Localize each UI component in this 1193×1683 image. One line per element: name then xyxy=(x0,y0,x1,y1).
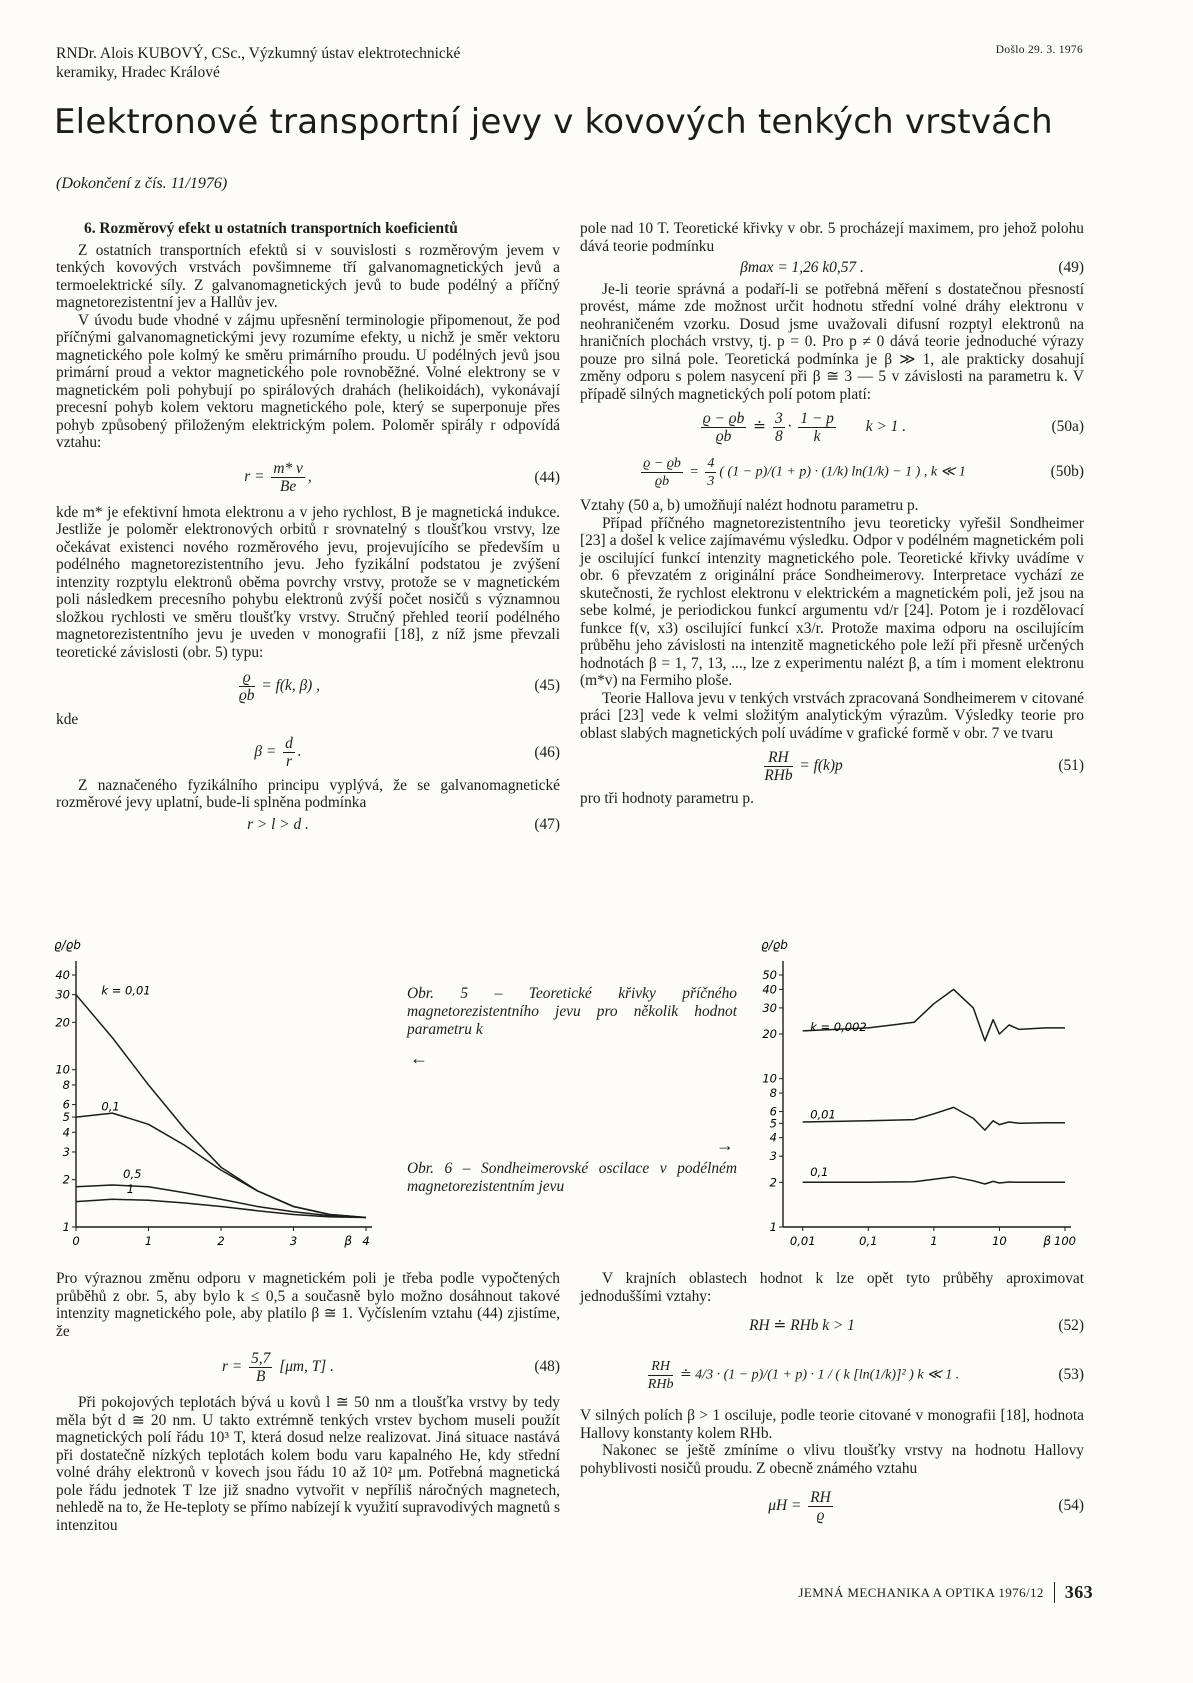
y-tick-label: 2 xyxy=(62,1172,70,1187)
paragraph: Při pokojových teplotách bývá u kovů l ≅ 50 nm a tloušťka vrstvy by tedy měla být d ≅ 20 nm. U takto extrémně tenkých vrstev bychom museli použít magnetických polí řádu 10³ T, která dosud nelze realizovat. Jiná situace nastává při dostatečně nízkých teplotách kolem bodu varu kapalného He, kdy střední volné dráhy elektronů v kovech jsou řádu 10 až 10² μm. Potřebná magnetická pole řádu jednotek T lze již snadno vytvořit v nepříliš náročných magnetech, nehledě na to, že He-teploty se přímo nabízejí k využití supravodivých magnetů s intenzitou xyxy=(56,1394,560,1534)
author-line-2: keramiky, Hradec Králové xyxy=(56,64,220,81)
fraction xyxy=(283,735,295,770)
x-axis-label: β xyxy=(344,1234,352,1248)
fraction xyxy=(271,460,305,495)
paragraph: V silných polích β > 1 osciluje, podle teorie citované v monografii [18], hodnota Hallovy konstanty kolem RHb. xyxy=(580,1407,1084,1442)
y-tick-label: 10 xyxy=(55,1062,70,1077)
eq-body: βmax = 1,26 k0,57 . xyxy=(740,259,864,276)
eq-lhs: r = xyxy=(244,468,265,486)
paragraph: kde xyxy=(56,711,79,728)
series-label: k = 0,01 xyxy=(101,983,151,998)
bottom-right-column xyxy=(580,1270,1084,1535)
figure-5-caption xyxy=(407,985,737,1039)
y-tick-label: 20 xyxy=(55,1015,70,1030)
paragraph: Je-li teorie správná a podaří-li se potřebná měření s dostatečnou přesností provést, máme zde možnost určit hodnotu střední volné dráhy elektronu v neohraničeném vzorku. Dosud jsme uvažovali difusní rozptyl elektronů na hraničních plochách vrstvy, tj. p = 0. Pro p ≠ 0 dává teorie jednoduché výrazy pouze pro silná pole. Teoretická podmínka je β ≫ 1, ale prakticky dosahují změny odporu s polem nasycení při β ≅ 3 — 5 v závislosti na parametru k. V případě silných magnetických polí potom platí: xyxy=(580,280,1084,403)
equation-number: (51) xyxy=(1058,757,1084,775)
x-tick-label: 1 xyxy=(144,1234,153,1248)
equation-number: (50a) xyxy=(1051,418,1084,436)
equation-51 xyxy=(580,746,1084,786)
paragraph: Nakonec se ještě zmíníme o vlivu tloušťky vrstvy na hodnotu Hallovy pohyblivosti nosičů proudu. Z obecně známého vztahu xyxy=(580,1442,1084,1477)
paragraph: V úvodu bude vhodné v zájmu upřesnění terminologie připomenout, že pod příčnými galvanomagnetickými jevy rozumíme efekty, u nichž je směr vektoru magnetického pole kolmý ke směru primárního proudu. U podélných jevů jsou primární proud a vektor magnetického pole rovnoběžné. Volné elektrony se v magnetickém poli pohybují po spirálových drahách (helikoidách), vykonávají precesní pohyb kolem vektoru magnetického pole, který se superponuje přes pohyb způsobený přiloženým elektrickým polem. Poloměr spirály r odpovídá vztahu: xyxy=(56,311,560,451)
eq-condition: k > 1 . xyxy=(865,417,907,435)
series-label: 0,5 xyxy=(123,1166,142,1181)
arrow-left-icon: ← xyxy=(410,1048,428,1068)
y-tick-label: 6 xyxy=(769,1104,777,1119)
y-tick-label: 50 xyxy=(762,968,777,982)
equation-number: (49) xyxy=(1058,259,1084,276)
page-footer xyxy=(798,1582,1093,1603)
numerator: 4 xyxy=(707,455,715,471)
numerator: d xyxy=(285,735,293,752)
numerator: RH xyxy=(764,749,792,767)
equation-46: β = $\frac{d}{r}$ . (46) xyxy=(254,735,560,770)
eq-body: r > l > d . xyxy=(247,815,309,833)
equation-48 xyxy=(56,1344,560,1390)
y-tick-label: 10 xyxy=(762,1071,777,1086)
series-label: 0,01 xyxy=(810,1107,836,1122)
x-tick-label: 2 xyxy=(217,1234,225,1248)
denominator: ϱb xyxy=(655,473,670,489)
equation-54 xyxy=(580,1481,1084,1531)
equation-number: (48) xyxy=(534,1358,560,1376)
x-tick-label: 1 xyxy=(930,1234,938,1248)
fraction xyxy=(641,455,683,490)
y-tick-label: 1 xyxy=(62,1220,70,1234)
denominator: Be xyxy=(279,478,297,495)
fraction xyxy=(648,1358,674,1393)
series-line xyxy=(803,1177,1065,1184)
equation-number: (46) xyxy=(534,743,560,761)
paragraph: Z ostatních transportních efektů si v souvislosti s rozměrovým jevem v tenkých kovových vrstvách povšimneme tří galvanomagnetických jevů a termoelektrické síly. Z galvanomagnetických jevů to bude podélný a příčný magnetorezistentní jev a Hallův jev. xyxy=(56,241,560,311)
page-number: 363 xyxy=(1054,1582,1093,1603)
fraction xyxy=(249,1350,272,1385)
eq-rhs: [μm, T] . xyxy=(279,1357,334,1375)
y-tick-label: 4 xyxy=(62,1125,70,1140)
denominator: ϱb xyxy=(238,686,255,704)
paragraph: V krajních oblastech hodnot k lze opět tyto průběhy aproximovat jednoduššími vztahy: xyxy=(580,1270,1084,1305)
figure-6-chart xyxy=(755,935,1095,1255)
denominator: ϱ xyxy=(816,1506,825,1524)
y-tick-label: 4 xyxy=(769,1130,777,1145)
fraction xyxy=(773,410,785,445)
y-tick-label: 30 xyxy=(762,1000,777,1015)
eq-rhs: = f(k)p xyxy=(799,756,843,774)
x-tick-label: 0,01 xyxy=(789,1234,816,1248)
paragraph: Z naznačeného fyzikálního principu vyplývá, že se galvanomagnetické rozměrové jevy uplatní, bude-li splněna podmínka xyxy=(56,776,560,811)
paragraph: Případ příčného magnetorezistentního jevu teoreticky vyřešil Sondheimer [23] a došel k velice zajímavému výsledku. Odpor v podélném magnetickém poli je oscilující funkcí intenzity magnetického pole. Teoretické křivky uvádíme v obr. 6 převzatém z originální práce Sondheimerovy. Interpretace vychází ze skutečnosti, že rychlost elektronu v elektrickém a magnetickém poli, jež jsou na sebe kolmé, je periodickou funkcí argumentu vd/r [24]. Potom je i rozdělovací funkce f(v, x3) oscilující funkcí x3/r. Protože maxima odporu na oscilujícím průběhu jeho závislosti na intenzitě magnetického pole leží při přesně určených hodnotách β = 1, 7, 13, ..., lze z experimentu nalézt β, a tím i moment elektronu (m*v) na Fermiho ploše. xyxy=(580,514,1084,689)
denominator: 8 xyxy=(774,427,783,445)
fraction xyxy=(764,749,792,784)
figure-5-chart xyxy=(50,935,390,1255)
eq-lhs: β = xyxy=(254,743,277,761)
equation-number: (54) xyxy=(1058,1497,1084,1515)
x-tick-label: 0 xyxy=(72,1234,80,1248)
equation-number: (47) xyxy=(534,815,560,833)
author-line-1: RNDr. Alois KUBOVÝ, CSc., Výzkumný ústav elektrotechnické xyxy=(56,45,461,62)
paragraph: kde m* je efektivní hmota elektronu a v jeho rychlost, B je magnetická indukce. Jestliže je poloměr elektronových orbitů r srovnatelný s tloušťkou vrstvy, lze očekávat existenci nového rozměrového jevu, projevujícího se především u podélného magnetorezistentního jevu. Jeho fyzikální podstatou je zvýšení intenzity rozptylu elektronů oběma povrchy vrstvy, protože se v magnetickém poli následkem precesního pohybu elektronů zvýší počet nosičů s významnou složkou rychlosti ve směru tloušťky vrstvy. Stručný přehled teorií podélného magnetorezistentního jevu je uveden v monografii [18], z níž jsme převzali teoretické závislosti (obr. 5) typu: xyxy=(56,503,560,661)
numerator: RH xyxy=(810,1488,831,1506)
left-column xyxy=(56,220,560,837)
numerator: RH xyxy=(648,1358,674,1376)
x-axis-label: β xyxy=(1043,1234,1051,1248)
article-subtitle: (Dokončení z čís. 11/1976) xyxy=(56,175,228,192)
eq-operator: = xyxy=(689,464,699,480)
x-tick-label: 100 xyxy=(1054,1234,1076,1248)
paragraph: Vztahy (50 a, b) umožňují nalézt hodnotu parametru p. xyxy=(580,497,919,514)
article-title: Elektronové transportní jevy v kovových tenkých vrstvách xyxy=(54,102,1053,142)
equation-47 xyxy=(56,816,560,834)
y-axis-label: ϱ/ϱb xyxy=(761,938,788,952)
y-tick-label: 1 xyxy=(769,1220,777,1234)
x-tick-label: 3 xyxy=(289,1234,298,1248)
numerator: 1 − p xyxy=(800,409,834,427)
numerator: ϱ − ϱb xyxy=(643,455,681,471)
denominator: RHb xyxy=(647,1376,674,1392)
received-date: Došlo 29. 3. 1976 xyxy=(995,44,1083,56)
series-label: 0,1 xyxy=(810,1165,829,1180)
paragraph: Pro výraznou změnu odporu v magnetickém poli je třeba podle vypočtených průběhů z obr. 5, aby bylo k ≤ 0,5 a současně bylo možno dosáhnout takové intenzity magnetického pole, aby platilo β ≅ 1. Vyčíslením vztahu (44) zjistíme, že xyxy=(56,1270,560,1340)
eq-rest: (1 − p)/(1 + p) · (1/k) ln(1/k) − 1 ) , k ≪ 1 xyxy=(727,464,966,480)
series-line xyxy=(76,1113,366,1217)
y-tick-label: 8 xyxy=(62,1077,70,1092)
y-tick-label: 30 xyxy=(55,987,70,1002)
numerator: 3 xyxy=(774,409,783,427)
numerator: 5,7 xyxy=(251,1349,271,1367)
fraction xyxy=(701,410,746,445)
equation-49 xyxy=(580,259,1084,277)
y-tick-label: 2 xyxy=(769,1175,777,1190)
eq-lhs: r = xyxy=(222,1357,243,1375)
equation-44: r = $\frac{m* v}{Be}$ , (44) xyxy=(244,460,560,495)
numerator: m* v xyxy=(273,460,303,477)
y-tick-label: 20 xyxy=(762,1027,777,1042)
eq-rhs: = f(k, β) , xyxy=(261,676,321,694)
fraction xyxy=(808,1489,833,1524)
eq-operator: ≐ xyxy=(753,417,767,435)
numerator: ϱ − ϱb xyxy=(702,409,745,427)
journal-name: JEMNÁ MECHANIKA A OPTIKA 1976/12 xyxy=(798,1584,1044,1600)
series-label: k = 0,002 xyxy=(810,1019,867,1034)
equation-45 xyxy=(56,665,560,707)
equation-50b: $\frac{ϱ - ϱb}{ϱb}$ = $\frac{4}{3}$ ( (1 − p)/(1 + p) · (1/k) ln(1/k) − 1 ) , k ≪ 1 (50b) xyxy=(643,455,1084,489)
equation-number: (50b) xyxy=(1050,463,1084,481)
denominator: k xyxy=(813,427,821,445)
y-tick-label: 8 xyxy=(769,1086,777,1101)
numerator: ϱ xyxy=(239,669,255,687)
equation-53 xyxy=(580,1347,1084,1403)
caption-text: Obr. 5 – Teoretické křivky příčného magnetorezistentního jevu pro několik hodnot parametru k xyxy=(407,985,737,1038)
eq-rest: ≐ 4/3 · (1 − p)/(1 + p) · 1 / ( k [ln(1/k)]² ) k ≪ 1 . xyxy=(679,1367,960,1383)
equation-number: (53) xyxy=(1058,1366,1084,1384)
denominator: ϱb xyxy=(715,427,732,445)
x-tick-label: 4 xyxy=(362,1234,370,1248)
y-tick-label: 40 xyxy=(762,982,777,997)
paragraph: pro tři hodnoty parametru p. xyxy=(580,790,754,807)
series-label: 1 xyxy=(126,1181,135,1196)
bottom-left-column xyxy=(56,1270,560,1534)
x-tick-label: 10 xyxy=(992,1234,1007,1248)
denominator: 3 xyxy=(707,473,715,489)
fraction xyxy=(239,669,255,704)
equation-number: (45) xyxy=(534,677,560,695)
series-label: 0,1 xyxy=(101,1099,120,1114)
eq-lhs: μH = xyxy=(768,1496,802,1514)
denominator: r xyxy=(285,753,292,770)
right-column xyxy=(580,220,1084,808)
caption-text: Obr. 6 – Sondheimerovské oscilace v podélném magnetorezistentním jevu xyxy=(407,1160,737,1195)
y-tick-label: 3 xyxy=(769,1149,777,1164)
y-axis-label: ϱ/ϱb xyxy=(54,938,81,952)
series-line xyxy=(803,1107,1065,1130)
x-tick-label: 0,1 xyxy=(859,1234,878,1248)
fraction xyxy=(705,455,716,490)
section-heading: 6. Rozměrový efekt u ostatních transportních koeficientů xyxy=(84,220,458,237)
y-tick-label: 5 xyxy=(769,1116,777,1131)
eq-body: RH ≐ RHb k > 1 xyxy=(749,1317,855,1335)
figure-6-caption xyxy=(407,1160,737,1196)
fraction xyxy=(798,410,835,445)
y-tick-label: 40 xyxy=(55,968,70,982)
paragraph: Teorie Hallova jevu v tenkých vrstvách zpracovaná Sondheimerem v citované práci [23] vede k velmi složitým analytickým výrazům. Výsledky teorie pro oblast slabých magnetických polí uvádíme v grafické formě v obr. 7 ve tvaru xyxy=(580,689,1084,742)
equation-52 xyxy=(580,1309,1084,1343)
equation-number: (52) xyxy=(1058,1317,1084,1335)
y-tick-label: 6 xyxy=(62,1097,70,1112)
denominator: B xyxy=(256,1367,266,1385)
equation-number: (44) xyxy=(534,468,560,486)
author-affiliation xyxy=(56,44,656,82)
equation-50a: $\frac{ϱ - ϱb}{ϱb}$ ≐ $\frac{3}{8}$ · $\frac{1 - p}{k}$ k > 1 . (50a) xyxy=(702,409,1084,445)
paragraph: pole nad 10 T. Teoretické křivky v obr. 5 procházejí maximem, pro jehož polohu dává teorie podmínku xyxy=(580,220,1084,255)
y-tick-label: 5 xyxy=(62,1110,70,1125)
y-tick-label: 3 xyxy=(62,1144,70,1159)
denominator: RHb xyxy=(764,766,793,784)
arrow-right-icon: → xyxy=(716,1135,734,1155)
